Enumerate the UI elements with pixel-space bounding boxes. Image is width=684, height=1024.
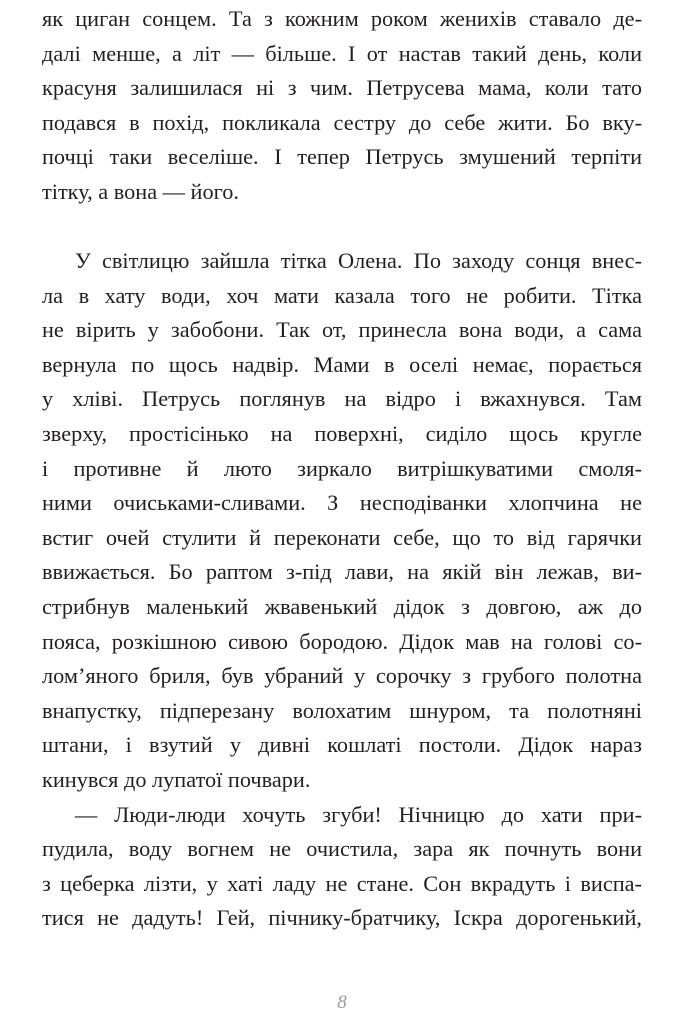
text-line: вернула по щось надвір. Мами в оселі немає, порається — [42, 351, 642, 377]
text-line: — Люди-люди хочуть згуби! Нічницю до хати при- — [75, 801, 642, 827]
text-line: ними очиськами-сливами. З несподіванки хлопчина не — [42, 490, 642, 516]
text-line: стрибнув маленький жвавенький дідок з довгою, аж до — [42, 593, 642, 619]
text-line: тися не дадуть! Гей, пічнику-братчику, Іскра дорогенький, — [42, 905, 642, 931]
text-line: подався в похід, покликала сестру до себе жити. Бо вку- — [42, 109, 642, 135]
text-line: встиг очей стулити й переконати себе, що то від гарячки — [42, 524, 642, 550]
text-line: почці таки веселіше. І тепер Петрусь змушений терпіти — [42, 144, 642, 170]
text-line: красуня залишилася ні з чим. Петрусева мама, коли тато — [42, 75, 642, 101]
paragraph — [42, 244, 642, 798]
text-line: штани, і взутий у дивні кошлаті постоли. Дідок нараз — [42, 732, 642, 758]
page-number: 8 — [337, 992, 347, 1013]
text-line: ввижається. Бо раптом з-під лави, на якій він лежав, ви- — [42, 559, 642, 585]
text-line: далі менше, а літ — більше. І от настав такий день, коли — [42, 40, 642, 66]
text-line: У світлицю зайшла тітка Олена. По заходу сонця внес- — [75, 248, 642, 273]
text-line: з цеберка лізти, у хаті ладу не стане. Сон вкрадуть і виспа- — [42, 870, 642, 896]
text-line: лом’яного бриля, був убраний у сорочку з грубого полотна — [42, 663, 642, 689]
text-line: ла в хату води, хоч мати казала того не робити. Тітка — [42, 282, 642, 308]
text-line: зверху, простісінько на поверхні, сиділо щось кругле — [42, 420, 642, 446]
text-line: пудила, воду вогнем не очистила, зара як почнуть вони — [42, 836, 642, 862]
paragraph-continuation — [42, 2, 642, 210]
text-line: як циган сонцем. Та з кожним роком женихів ставало де- — [42, 6, 642, 31]
text-line: і противне й люто зиркало витрішкуватими смоля- — [42, 455, 642, 481]
main-text — [42, 244, 642, 936]
text-line: кинувся до лупатої почвари. — [42, 766, 311, 792]
text-line: внапустку, підперезану волохатим шнуром, та полотняні — [42, 697, 642, 723]
text-line: не вірить у забобони. Так от, принесла вона води, а сама — [42, 317, 642, 343]
text-line: пояса, розкішною сивою бородою. Дідок мав на голові со- — [42, 628, 642, 654]
text-line: тітку, а вона — його. — [42, 178, 239, 204]
text-line: у хліві. Петрусь поглянув на відро і вжахнувся. Там — [42, 386, 642, 412]
paragraph-dialogue — [42, 798, 642, 936]
